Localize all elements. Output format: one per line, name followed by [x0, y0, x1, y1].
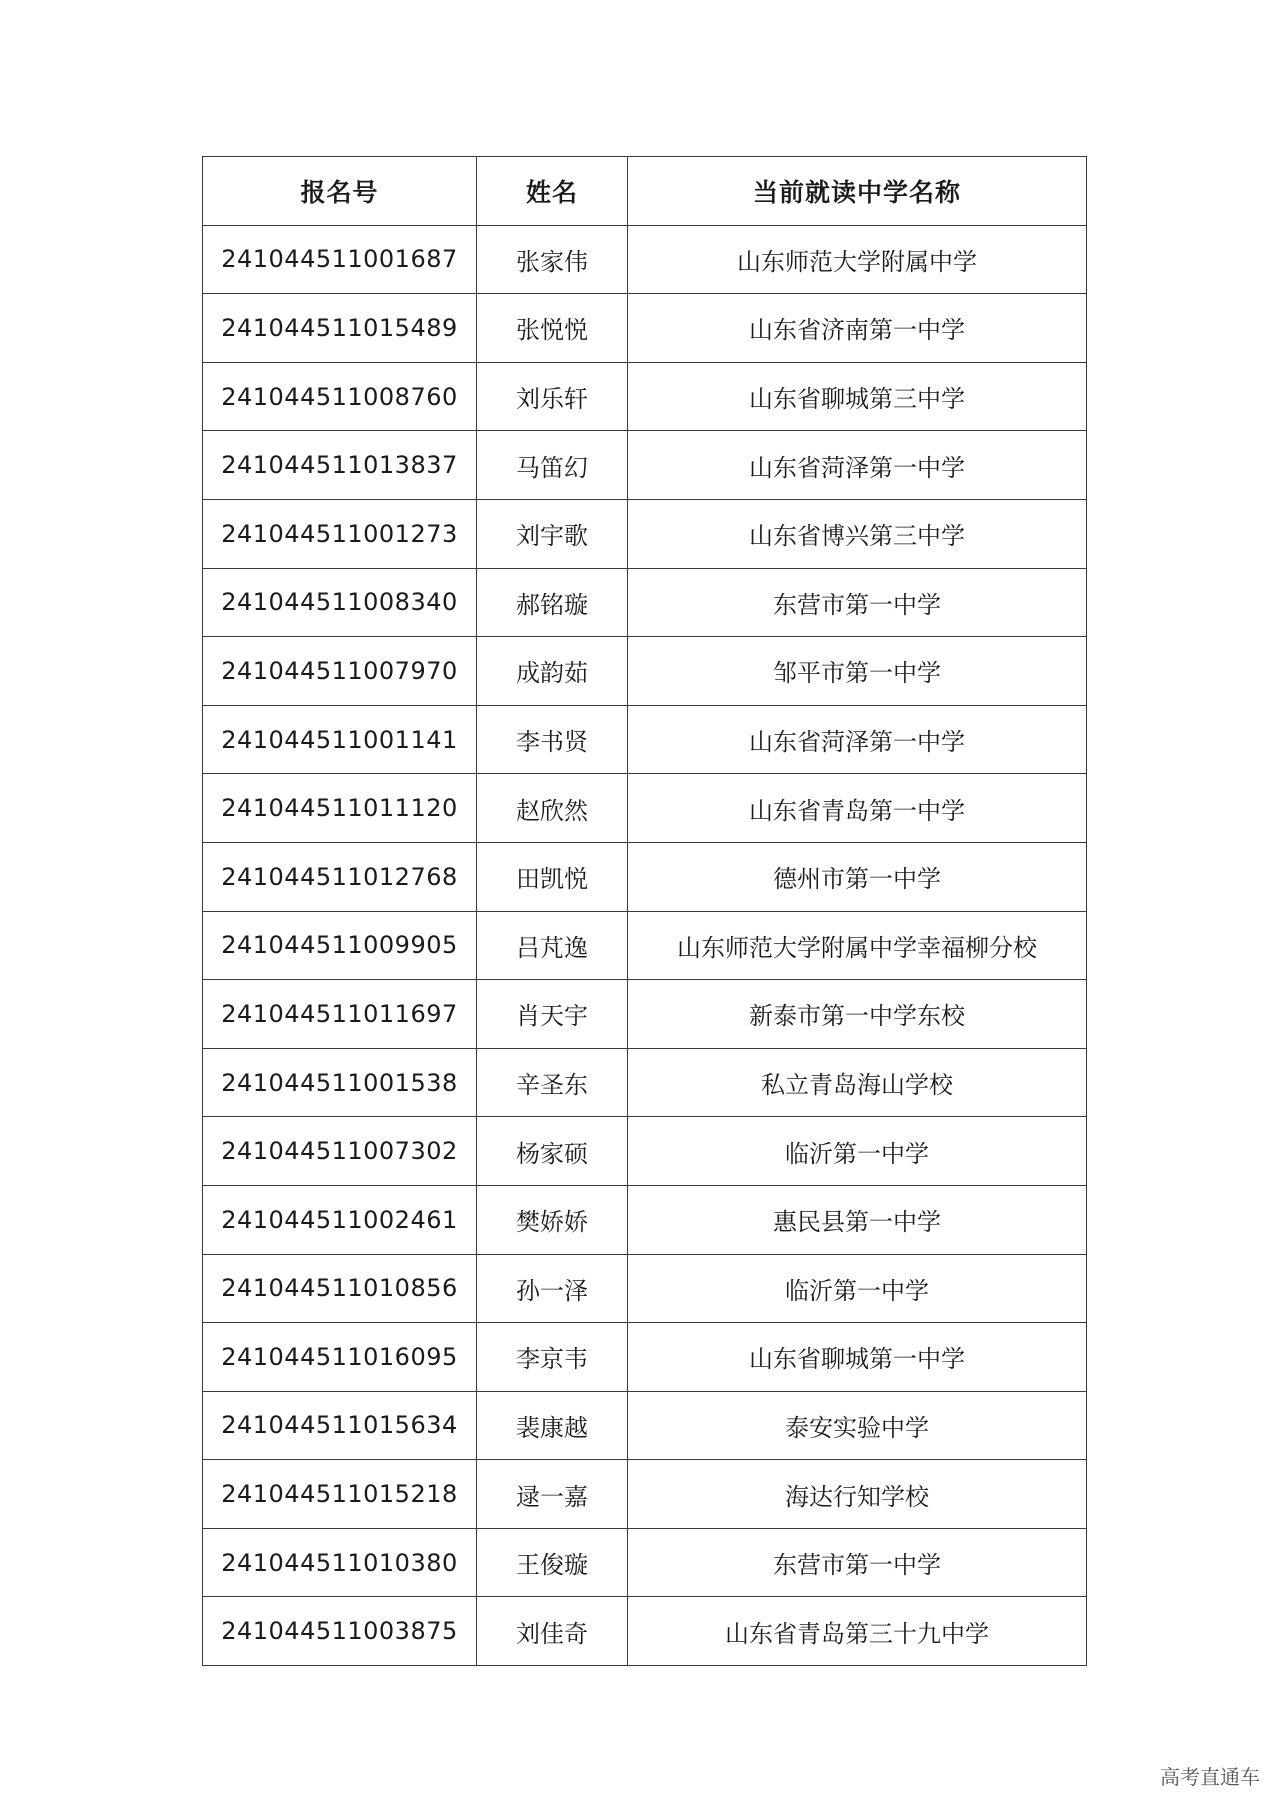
- school-name-cell: 临沂第一中学: [628, 1117, 1087, 1186]
- table-row: [203, 1528, 1087, 1597]
- table-row: [203, 980, 1087, 1049]
- header-school: 当前就读中学名称: [628, 157, 1087, 226]
- table-row: [203, 1185, 1087, 1254]
- registration-no-cell: 241044511011697: [203, 980, 477, 1049]
- registration-no-cell: 241044511008760: [203, 362, 477, 431]
- school-name-cell: 德州市第一中学: [628, 842, 1087, 911]
- table-body: [203, 225, 1087, 1665]
- school-name-cell: 山东省青岛第三十九中学: [628, 1597, 1087, 1666]
- registration-no-cell: 241044511010856: [203, 1254, 477, 1323]
- table-row: [203, 774, 1087, 843]
- table-row: [203, 294, 1087, 363]
- header-registration-no: 报名号: [203, 157, 477, 226]
- table-row: [203, 1254, 1087, 1323]
- registration-no-cell: 241044511012768: [203, 842, 477, 911]
- registration-no-cell: 241044511001141: [203, 705, 477, 774]
- student-name-cell: 王俊璇: [477, 1528, 628, 1597]
- school-name-cell: 山东省青岛第一中学: [628, 774, 1087, 843]
- registration-no-cell: 241044511001687: [203, 225, 477, 294]
- header-row: [203, 157, 1087, 226]
- school-name-cell: 海达行知学校: [628, 1460, 1087, 1529]
- student-name-cell: 裴康越: [477, 1391, 628, 1460]
- school-name-cell: 山东省菏泽第一中学: [628, 705, 1087, 774]
- table-row: [203, 1323, 1087, 1392]
- student-name-cell: 肖天宇: [477, 980, 628, 1049]
- student-roster-table: [202, 156, 1087, 1666]
- table-row: [203, 499, 1087, 568]
- registration-no-cell: 241044511010380: [203, 1528, 477, 1597]
- registration-no-cell: 241044511007302: [203, 1117, 477, 1186]
- table-row: [203, 568, 1087, 637]
- document-page: [202, 156, 1086, 1666]
- student-name-cell: 田凯悦: [477, 842, 628, 911]
- registration-no-cell: 241044511001538: [203, 1048, 477, 1117]
- school-name-cell: 惠民县第一中学: [628, 1185, 1087, 1254]
- school-name-cell: 新泰市第一中学东校: [628, 980, 1087, 1049]
- school-name-cell: 泰安实验中学: [628, 1391, 1087, 1460]
- school-name-cell: 临沂第一中学: [628, 1254, 1087, 1323]
- student-name-cell: 李京韦: [477, 1323, 628, 1392]
- registration-no-cell: 241044511009905: [203, 911, 477, 980]
- student-name-cell: 刘佳奇: [477, 1597, 628, 1666]
- table-row: [203, 705, 1087, 774]
- school-name-cell: 山东师范大学附属中学: [628, 225, 1087, 294]
- watermark: 高考直通车: [1160, 1765, 1260, 1789]
- student-name-cell: 逯一嘉: [477, 1460, 628, 1529]
- school-name-cell: 东营市第一中学: [628, 568, 1087, 637]
- school-name-cell: 山东省博兴第三中学: [628, 499, 1087, 568]
- student-name-cell: 张家伟: [477, 225, 628, 294]
- table-row: [203, 431, 1087, 500]
- registration-no-cell: 241044511016095: [203, 1323, 477, 1392]
- table-header: [203, 157, 1087, 226]
- registration-no-cell: 241044511015218: [203, 1460, 477, 1529]
- registration-no-cell: 241044511002461: [203, 1185, 477, 1254]
- table-row: [203, 842, 1087, 911]
- table-row: [203, 362, 1087, 431]
- student-name-cell: 郝铭璇: [477, 568, 628, 637]
- student-name-cell: 杨家硕: [477, 1117, 628, 1186]
- school-name-cell: 山东省菏泽第一中学: [628, 431, 1087, 500]
- registration-no-cell: 241044511003875: [203, 1597, 477, 1666]
- school-name-cell: 私立青岛海山学校: [628, 1048, 1087, 1117]
- registration-no-cell: 241044511001273: [203, 499, 477, 568]
- school-name-cell: 邹平市第一中学: [628, 637, 1087, 706]
- header-name: 姓名: [477, 157, 628, 226]
- table-row: [203, 1117, 1087, 1186]
- registration-no-cell: 241044511015634: [203, 1391, 477, 1460]
- student-name-cell: 马笛幻: [477, 431, 628, 500]
- student-name-cell: 刘乐轩: [477, 362, 628, 431]
- school-name-cell: 山东省聊城第一中学: [628, 1323, 1087, 1392]
- table-row: [203, 1597, 1087, 1666]
- registration-no-cell: 241044511011120: [203, 774, 477, 843]
- registration-no-cell: 241044511013837: [203, 431, 477, 500]
- table-row: [203, 1460, 1087, 1529]
- table-row: [203, 1391, 1087, 1460]
- table-row: [203, 911, 1087, 980]
- student-name-cell: 樊娇娇: [477, 1185, 628, 1254]
- school-name-cell: 山东师范大学附属中学幸福柳分校: [628, 911, 1087, 980]
- student-name-cell: 吕芃逸: [477, 911, 628, 980]
- school-name-cell: 东营市第一中学: [628, 1528, 1087, 1597]
- table-row: [203, 637, 1087, 706]
- school-name-cell: 山东省济南第一中学: [628, 294, 1087, 363]
- table-row: [203, 225, 1087, 294]
- student-name-cell: 李书贤: [477, 705, 628, 774]
- student-name-cell: 赵欣然: [477, 774, 628, 843]
- student-name-cell: 辛圣东: [477, 1048, 628, 1117]
- student-name-cell: 张悦悦: [477, 294, 628, 363]
- registration-no-cell: 241044511007970: [203, 637, 477, 706]
- table-row: [203, 1048, 1087, 1117]
- student-name-cell: 成韵茹: [477, 637, 628, 706]
- school-name-cell: 山东省聊城第三中学: [628, 362, 1087, 431]
- student-name-cell: 孙一泽: [477, 1254, 628, 1323]
- registration-no-cell: 241044511015489: [203, 294, 477, 363]
- registration-no-cell: 241044511008340: [203, 568, 477, 637]
- student-name-cell: 刘宇歌: [477, 499, 628, 568]
